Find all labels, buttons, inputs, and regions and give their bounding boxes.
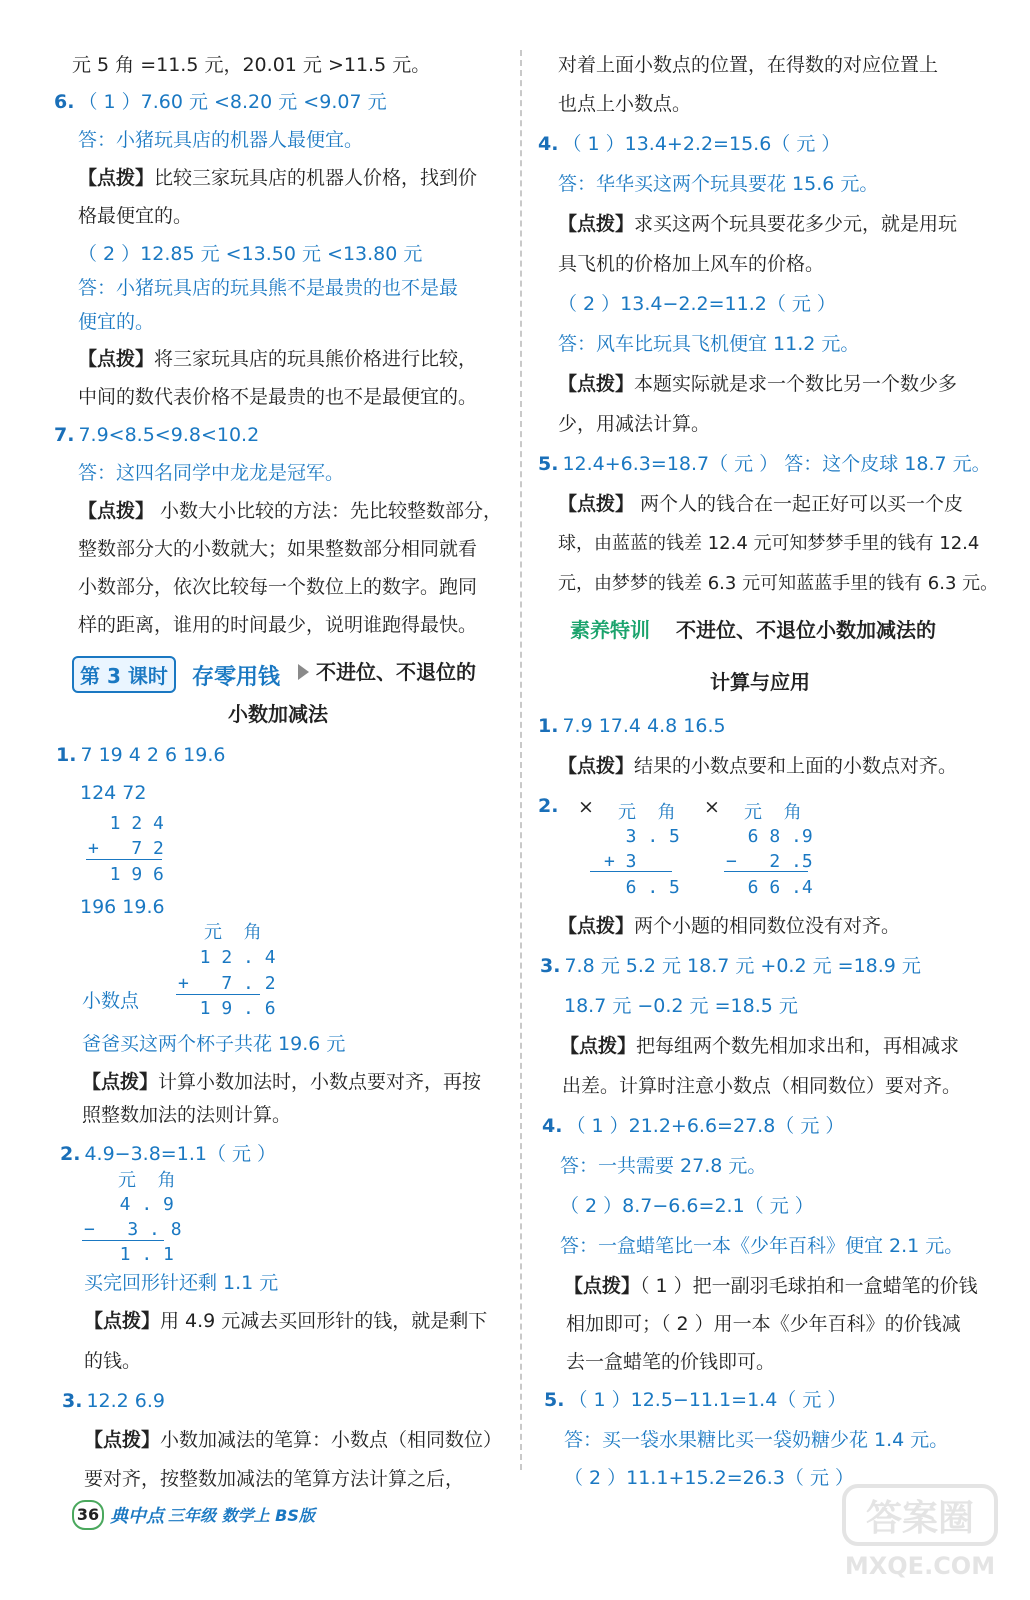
section-title: 不进位、不退位小数加减法的 [676, 618, 936, 642]
question-number: 5. [544, 1389, 565, 1411]
question-6 [54, 93, 387, 112]
answer-line: （ 1 ）12.5−11.1=1.4（ 元 ） [568, 1389, 847, 1411]
answer-line: 爸爸买这两个杯子共花 19.6 元 [82, 1033, 346, 1055]
tip-label: 【点拨】 [84, 1429, 161, 1451]
tip-text: 中间的数代表价格不是最贵的也不是最便宜的。 [78, 386, 478, 408]
question-number: 4. [538, 133, 559, 155]
answer-line: 7.8 元 5.2 元 18.7 元 +0.2 元 =18.9 元 [564, 955, 921, 977]
lesson-topic: 存零用钱 [192, 665, 281, 690]
tip-line [78, 350, 477, 369]
question-number: 7. [54, 424, 75, 446]
tip-text: 的钱。 [84, 1350, 142, 1372]
question-5 [544, 1391, 846, 1410]
answer-line: 答：一共需要 27.8 元。 [560, 1155, 767, 1177]
question-1 [538, 717, 726, 736]
tip-text: 样的距离，谁用的时间最少，说明谁跑得最快。 [78, 614, 478, 636]
vertical-calc-line: − 3 . 8 [84, 1219, 182, 1240]
tip-label: 【点拨】 [82, 1071, 159, 1093]
tip-text: 出差。计算时注意小数点（相同数位）要对齐。 [562, 1075, 962, 1097]
tip-label: 【点拨】 [558, 493, 635, 515]
question-2 [538, 797, 562, 816]
answer-line: 12.2 6.9 [86, 1390, 166, 1412]
vertical-calc-line: + 7 2 [88, 838, 164, 859]
vertical-calc-line: 6 . 5 [604, 877, 680, 898]
calc-rule [86, 859, 162, 860]
question-2 [60, 1145, 276, 1164]
vertical-calc-line: 6 6 .4 [726, 877, 813, 898]
question-7 [54, 426, 259, 445]
tip-text: 格最便宜的。 [78, 205, 193, 227]
answer-line: （ 2 ）11.1+15.2=26.3（ 元 ） [564, 1467, 855, 1489]
tip-label: 【点拨】 [558, 755, 635, 777]
lesson-badge: 第 3 课时 [72, 656, 176, 693]
answer-line: 答：买一袋水果糖比买一袋奶糖少花 1.4 元。 [564, 1429, 949, 1451]
calc-rule [82, 1240, 164, 1241]
question-number: 4. [542, 1115, 563, 1137]
lesson-title: 小数加减法 [228, 702, 328, 726]
question-3 [62, 1392, 165, 1411]
answer-line: 7.9<8.5<9.8<10.2 [78, 424, 260, 446]
tip-line [84, 1312, 487, 1331]
vertical-calc-header: 元 角 [744, 802, 802, 823]
tip-text: 两个小题的相同数位没有对齐。 [634, 915, 901, 937]
tip-line [84, 1431, 502, 1450]
wrong-mark-icon: × [704, 796, 720, 818]
tip-text: 去一盒蜡笔的价钱即可。 [566, 1351, 776, 1373]
tip-line [78, 169, 477, 188]
tip-line [558, 375, 957, 394]
section-title: 计算与应用 [710, 670, 810, 694]
calc-rule [590, 871, 672, 872]
answer-line: 7.9 17.4 4.8 16.5 [562, 715, 726, 737]
tip-line [560, 1037, 959, 1056]
tip-text: 元，由梦梦的钱差 6.3 元可知蓝蓝手里的钱有 6.3 元。 [558, 573, 999, 594]
answer-line: 196 19.6 [80, 896, 165, 918]
answer-line: 答：小猪玩具店的机器人最便宜。 [78, 129, 364, 151]
vertical-calc-line: 6 8 .9 [726, 826, 813, 847]
question-4 [542, 1117, 844, 1136]
book-subtitle: 三年级 数学上 BS版 [168, 1506, 315, 1525]
tip-label: 【点拨】 [78, 500, 155, 522]
brand-logo: 典中点 [110, 1506, 164, 1527]
tip-text: 求买这两个玩具要花多少元，就是用玩 [634, 213, 958, 235]
answer-line: 便宜的。 [78, 311, 155, 333]
answer-line: （ 2 ）12.85 元 <13.50 元 <13.80 元 [78, 243, 423, 265]
tip-text: （ 1 ）把一副羽毛球拍和一盒蜡笔的价钱 [640, 1275, 978, 1297]
vertical-calc-line: 1 9 6 [88, 864, 164, 885]
question-4 [538, 135, 840, 154]
calc-rule [724, 871, 808, 872]
section-label: 素养特训 [570, 618, 650, 642]
question-1 [56, 746, 226, 765]
tip-line [558, 495, 963, 514]
tip-label: 【点拨】 [558, 373, 635, 395]
tip-text: 相加即可；（ 2 ）用一本《少年百科》的价钱减 [566, 1313, 961, 1335]
tip-text: 计算小数加法时，小数点要对齐，再按 [158, 1071, 482, 1093]
tip-text: 球，由蓝蓝的钱差 12.4 元可知梦梦手里的钱有 12.4 [558, 533, 980, 554]
tip-text: 小数部分，依次比较每一个数位上的数字。跑同 [78, 576, 478, 598]
tip-text: 整数部分大的小数就大；如果整数部分相同就看 [78, 538, 478, 560]
tip-line [82, 1073, 481, 1092]
tip-text: 结果的小数点要和上面的小数点对齐。 [634, 755, 958, 777]
question-number: 3. [62, 1390, 83, 1412]
watermark-url: MXQE.COM [844, 1552, 996, 1580]
question-number: 1. [56, 744, 77, 766]
tip-text: 本题实际就是求一个数比另一个数少多 [634, 373, 958, 395]
answer-line: 4.9−3.8=1.1（ 元 ） [84, 1143, 277, 1165]
text-line: 元 5 角 =11.5 元，20.01 元 >11.5 元。 [72, 54, 431, 76]
watermark-logo [840, 1480, 1000, 1580]
answer-line: （ 1 ）21.2+6.6=27.8（ 元 ） [566, 1115, 845, 1137]
decimal-point-label: 小数点 [82, 990, 140, 1012]
tip-line [558, 917, 900, 936]
tip-line [558, 215, 957, 234]
lesson-title: 不进位、不退位的 [316, 660, 476, 684]
tip-text: 对着上面小数点的位置，在得数的对应位置上 [558, 54, 939, 76]
tip-text: 小数大小比较的方法：先比较整数部分， [154, 500, 503, 522]
vertical-calc-header: 元 角 [118, 1170, 176, 1191]
question-number: 6. [54, 91, 75, 113]
tip-line [558, 757, 957, 776]
answer-line: 124 72 [80, 782, 147, 804]
tip-text: 把每组两个数先相加求出和，再相减求 [636, 1035, 960, 1057]
calc-rule [176, 994, 260, 995]
question-number: 5. [538, 453, 559, 475]
answer-line: 答：这四名同学中龙龙是冠军。 [78, 462, 345, 484]
tip-text: 两个人的钱合在一起正好可以买一个皮 [634, 493, 964, 515]
question-number: 3. [540, 955, 561, 977]
answer-line: （ 1 ）7.60 元 <8.20 元 <9.07 元 [78, 91, 387, 113]
answer-line: 答：华华买这两个玩具要花 15.6 元。 [558, 173, 879, 195]
question-number: 2. [60, 1143, 81, 1165]
tip-text: 要对齐，按整数加减法的笔算方法计算之后， [84, 1468, 465, 1490]
tip-text: 照整数加法的法则计算。 [82, 1104, 292, 1126]
vertical-calc-line: + 7 . 2 [178, 973, 276, 994]
tip-label: 【点拨】 [560, 1035, 637, 1057]
answer-line: 答：风车比玩具飞机便宜 11.2 元。 [558, 333, 860, 355]
tip-label: 【点拨】 [78, 348, 155, 370]
vertical-calc-line: 1 . 1 [98, 1244, 174, 1265]
answer-line: （ 2 ）8.7−6.6=2.1（ 元 ） [560, 1195, 814, 1217]
answer-line: 7 19 4 2 6 19.6 [80, 744, 226, 766]
tip-text: 也点上小数点。 [558, 93, 692, 115]
vertical-calc-line: 3 . 5 [604, 826, 680, 847]
tip-text: 具飞机的价格加上风车的价格。 [558, 253, 825, 275]
vertical-calc-line: 1 9 . 6 [178, 998, 276, 1019]
vertical-calc-line: 4 . 9 [98, 1194, 174, 1215]
watermark-text: 答案圈 [865, 1498, 975, 1539]
tip-label: 【点拨】 [564, 1275, 641, 1297]
tip-line [564, 1277, 978, 1296]
vertical-calc-header: 元 角 [204, 922, 262, 943]
vertical-calc-line: + 3 [604, 851, 637, 872]
vertical-calc-line: 1 2 4 [88, 813, 164, 834]
answer-line: 18.7 元 −0.2 元 =18.5 元 [564, 995, 798, 1017]
question-number: 2. [538, 795, 559, 817]
tip-label: 【点拨】 [78, 167, 155, 189]
answer-line: （ 2 ）13.4−2.2=11.2（ 元 ） [558, 293, 836, 315]
tip-label: 【点拨】 [558, 915, 635, 937]
tip-label: 【点拨】 [84, 1310, 161, 1332]
tip-text: 将三家玩具店的玩具熊价格进行比较， [154, 348, 478, 370]
answer-line: 答：一盒蜡笔比一本《少年百科》便宜 2.1 元。 [560, 1235, 964, 1257]
tip-text: 小数加减法的笔算：小数点（相同数位） [160, 1429, 503, 1451]
page-number: 36 [72, 1500, 104, 1530]
answer-line: （ 1 ）13.4+2.2=15.6（ 元 ） [562, 133, 841, 155]
question-3 [540, 957, 921, 976]
tip-text: 少，用减法计算。 [558, 413, 711, 435]
answer-line: 买完回形针还剩 1.1 元 [84, 1272, 279, 1294]
answer-line: 12.4+6.3=18.7（ 元 ） 答：这个皮球 18.7 元。 [562, 453, 991, 475]
arrow-icon [298, 664, 309, 680]
question-number: 1. [538, 715, 559, 737]
vertical-calc-line: 1 2 . 4 [178, 947, 276, 968]
wrong-mark-icon: × [578, 796, 594, 818]
answer-line: 答：小猪玩具店的玩具熊不是最贵的也不是最 [78, 277, 459, 299]
tip-label: 【点拨】 [558, 213, 635, 235]
tip-text: 用 4.9 元减去买回形针的钱，就是剩下 [160, 1310, 488, 1332]
tip-line [78, 502, 502, 521]
column-divider [520, 50, 522, 1470]
tip-text: 比较三家玩具店的机器人价格，找到价 [154, 167, 478, 189]
vertical-calc-line: − 2 .5 [726, 851, 813, 872]
question-5 [538, 455, 991, 474]
vertical-calc-header: 元 角 [618, 802, 676, 823]
